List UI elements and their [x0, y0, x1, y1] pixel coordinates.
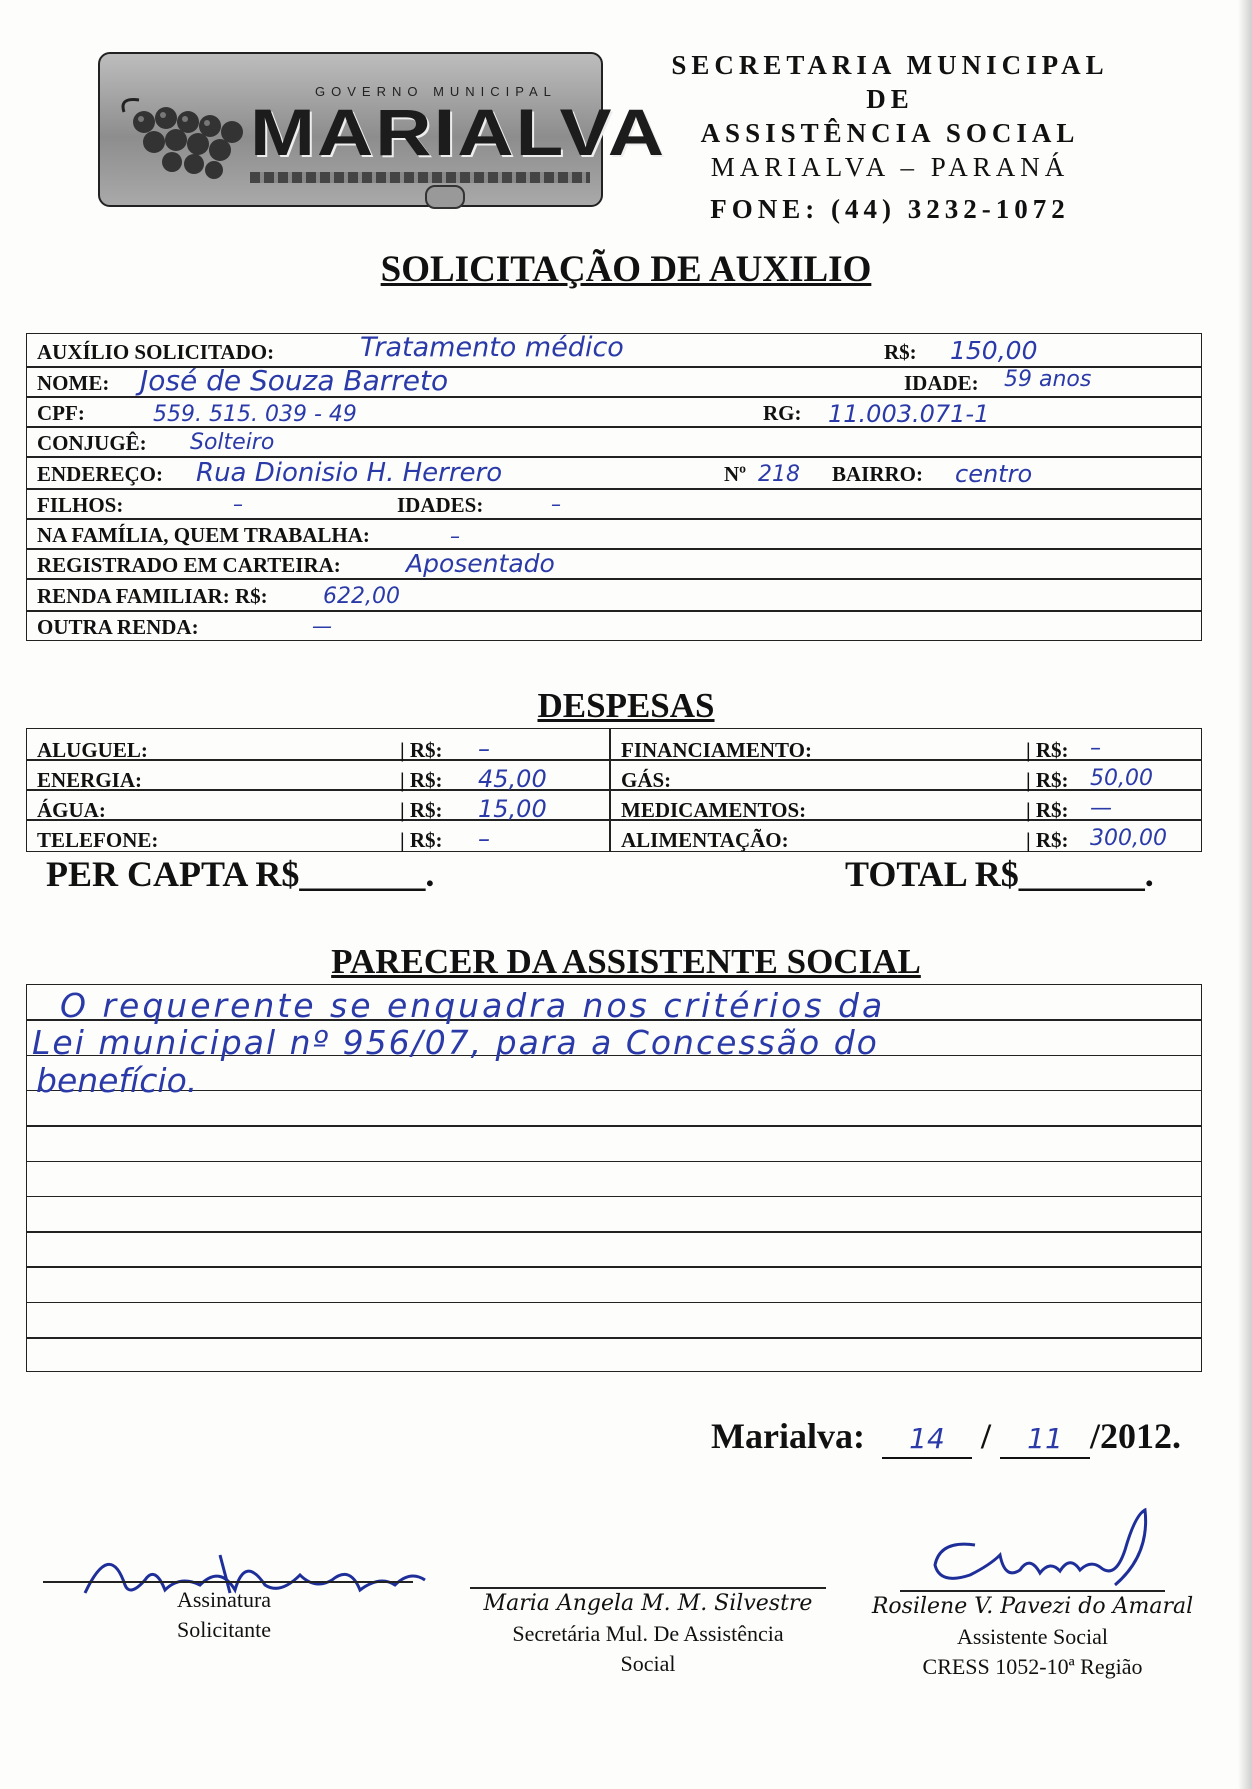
auxilio-label: AUXÍLIO SOLICITADO:	[37, 340, 275, 364]
carteira-label: REGISTRADO EM CARTEIRA:	[37, 553, 341, 577]
signature-2-line2: Social	[620, 1651, 676, 1676]
expense-value: 50,00	[1090, 766, 1153, 791]
date-month-field	[1000, 1415, 1090, 1459]
org-line: DE	[866, 84, 914, 114]
bairro-value: centro	[955, 460, 1033, 488]
endereco-value: Rua Dionisio H. Herrero	[196, 458, 503, 488]
signature-block-1	[113, 1585, 335, 1645]
org-phone: FONE: (44) 3232-1072	[710, 194, 1070, 224]
signature-3-line2: CRESS 1052-10ª Região	[922, 1654, 1143, 1679]
outra-label: OUTRA RENDA:	[37, 615, 199, 639]
expense-rs-label: | R$:	[1026, 738, 1069, 762]
cpf-value: 559. 515. 039 - 49	[153, 402, 357, 427]
rs-value: 150,00	[950, 336, 1038, 365]
signature-block-3	[860, 1592, 1205, 1682]
grapes-icon	[114, 92, 264, 182]
expense-label: ALUGUEL:	[37, 738, 148, 762]
logo-name: MARIALVA	[250, 94, 667, 170]
numero-label: Nº	[724, 462, 747, 486]
rg-label: RG:	[763, 401, 802, 425]
carteira-value: Aposentado	[406, 549, 555, 578]
expense-value: 15,00	[478, 795, 547, 823]
date-day: 14	[909, 1422, 945, 1455]
opinion-text-line-3: benefício.	[36, 1061, 198, 1100]
date-line	[711, 1415, 1181, 1459]
expense-rs-label: | R$:	[1026, 828, 1069, 852]
org-line: SECRETARIA MUNICIPAL	[671, 50, 1109, 80]
idade-value: 59 anos	[1004, 367, 1092, 392]
rs-label: R$:	[884, 340, 917, 364]
renda-label: RENDA FAMILIAR: R$:	[37, 584, 268, 608]
idades-value: –	[551, 492, 561, 516]
expense-label: GÁS:	[621, 768, 672, 792]
opinion-rule	[26, 1161, 1202, 1163]
expense-label: ÁGUA:	[37, 798, 106, 822]
idade-label: IDADE:	[904, 371, 979, 395]
expense-value: –	[478, 825, 490, 853]
expense-label: FINANCIAMENTO:	[621, 738, 812, 762]
familia-label: NA FAMÍLIA, QUEM TRABALHA:	[37, 523, 370, 547]
opinion-rule	[26, 1266, 1202, 1268]
date-day-field	[882, 1415, 972, 1459]
bairro-label: BAIRRO:	[832, 462, 924, 486]
signature-2-line1: Secretária Mul. De Assistência	[512, 1621, 784, 1646]
opinion-text-line-1: O requerente se enquadra nos critérios da	[60, 986, 886, 1025]
expense-rs-label: | R$:	[400, 738, 443, 762]
org-block	[620, 48, 1160, 226]
nome-value: José de Souza Barreto	[140, 364, 449, 397]
signature-2-name: Maria Angela M. M. Silvestre	[483, 1591, 813, 1616]
expense-value: –	[1090, 736, 1101, 761]
cpf-label: CPF:	[37, 401, 85, 425]
expense-label: ENERGIA:	[37, 768, 143, 792]
signature-1-line1: Assinatura	[176, 1587, 272, 1612]
opinion-rule	[26, 1196, 1202, 1198]
signature-1-line2: Solicitante	[176, 1617, 272, 1642]
signature-block-2	[470, 1589, 826, 1679]
filhos-value: –	[233, 492, 243, 516]
signature-3-name: Rosilene V. Pavezi do Amaral	[871, 1594, 1194, 1619]
per-capta: PER CAPTA R$_______.	[46, 854, 435, 894]
expense-label: TELEFONE:	[37, 828, 159, 852]
expense-label: MEDICAMENTOS:	[621, 798, 807, 822]
expense-rs-label: | R$:	[400, 828, 443, 852]
expense-value: —	[1090, 796, 1112, 821]
expense-value: 45,00	[478, 765, 547, 793]
idades-label: IDADES:	[397, 493, 484, 517]
social-worker-signature	[920, 1505, 1170, 1595]
date-prefix: Marialva:	[711, 1416, 865, 1456]
opinion-rule	[26, 1125, 1202, 1127]
conjuge-value: Solteiro	[190, 430, 275, 455]
familia-value: –	[450, 524, 460, 548]
seal-icon	[425, 185, 465, 209]
numero-value: 218	[758, 462, 800, 487]
conjuge-label: CONJUGÊ:	[37, 431, 147, 455]
opinion-rule	[26, 1337, 1202, 1339]
date-year: /2012.	[1089, 1416, 1181, 1456]
opinion-title: PARECER DA ASSISTENTE SOCIAL	[331, 942, 921, 981]
nome-label: NOME:	[37, 371, 110, 395]
auxilio-value: Tratamento médico	[360, 332, 624, 363]
opinion-rule	[26, 1231, 1202, 1233]
rg-value: 11.003.071-1	[828, 400, 990, 428]
marialva-logo	[98, 52, 667, 207]
signature-3-line1: Assistente Social	[957, 1624, 1108, 1649]
expense-label: ALIMENTAÇÃO:	[621, 828, 789, 852]
expense-rs-label: | R$:	[1026, 768, 1069, 792]
filhos-label: FILHOS:	[37, 493, 124, 517]
date-sep: /	[980, 1416, 991, 1456]
logo-gov-text: GOVERNO MUNICIPAL	[315, 84, 557, 99]
org-line: MARIALVA – PARANÁ	[710, 152, 1070, 182]
signature-line-1	[43, 1581, 413, 1583]
expense-value: –	[478, 735, 490, 763]
logo-band	[250, 172, 590, 183]
opinion-rule	[26, 1090, 1202, 1092]
expense-rs-label: | R$:	[400, 798, 443, 822]
date-month: 11	[1027, 1422, 1063, 1455]
expense-value: 300,00	[1090, 826, 1167, 851]
expense-rs-label: | R$:	[1026, 798, 1069, 822]
expenses-title: DESPESAS	[537, 686, 715, 725]
expense-rs-label: | R$:	[400, 768, 443, 792]
opinion-rule	[26, 1302, 1202, 1304]
outra-value: —	[312, 614, 332, 638]
opinion-text-line-2: Lei municipal nº 956/07, para a Concessão do	[32, 1023, 879, 1062]
renda-value: 622,00	[323, 584, 400, 609]
org-line: ASSISTÊNCIA SOCIAL	[700, 118, 1080, 148]
form-title: SOLICITAÇÃO DE AUXILIO	[380, 249, 872, 290]
total: TOTAL R$_______.	[845, 854, 1154, 894]
endereco-label: ENDEREÇO:	[37, 462, 164, 486]
